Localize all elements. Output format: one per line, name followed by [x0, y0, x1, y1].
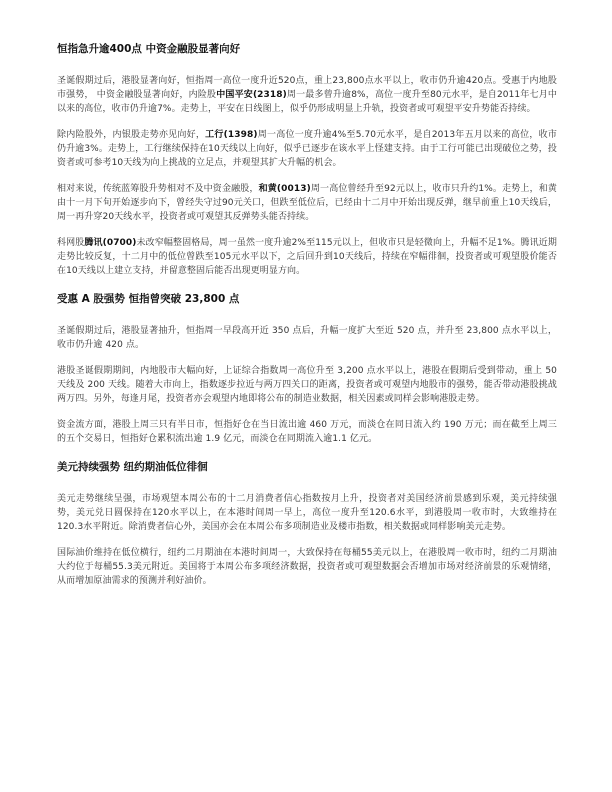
document-body: [57, 42, 557, 588]
stock-name: 工行(1398): [205, 130, 258, 140]
paragraph-text: 圣诞假期过后，港股显著向好，恒指周一高位一度升近520点，重上23,800点水平以上，收市仍升逾420点。受惠于内地股市强势， 中资金融股显著向好，内险股: [57, 76, 557, 100]
section-heading: 受惠 A 股强势 恒指曾突破 23,800 点: [57, 293, 240, 305]
paragraph-text: 国际油价维持在低位横行，纽约二月期油在本港时间周一，大致保持在每桶55美元以上，在港股周一收市时，纽约二月期油大约位于每桶55.3美元附近。美国将于本周公布多项经济数据，投资者或可观望数据会否增加市场对经济前景的乐观情绪，从而增加原油需求的预测并利好油价。: [57, 548, 557, 586]
paragraph-text: 周一高位一度升逾4%至5.70元水平，是自2013年五月以来的高位，收市仍升逾3%。走势上，工行继续保持在10天线以上向好，似乎已逐步在该水平上怪建支持。由于工行可能已出现破位之势，投资者或可参考10天线为向上挑战的立足点，并观望其扩大升幅的机会。: [57, 130, 558, 168]
paragraph-text: 港股圣诞假期期间，内地股市大幅向好，上证综合指数周一高位升至 3,200 点水平以上，港股在假期后受到带动，重上 50 天线及 200 天线。随着大市向上，指数逐步拉近与两万四关口的距离，投资者或可观望内地股市的强势，能否带动港股挑战两万四。另外，每逢月尾，投资者亦会观望内地即将公布的制造业数据，相关因素或同样会影响港股走势。: [57, 366, 557, 404]
paragraph-text: 周一最多曾升逾8%，高位一度升至80元水平，是自2011年七月中以来的高位，收市仍升逾7%。走势上，平安在日线图上，似乎仍形成明显上升轨，投资者或可观望平安升势能否持续。: [57, 90, 557, 114]
paragraph-text: 相对来说，传统蓝筹股升势相对不及中资金融股，: [57, 184, 259, 194]
section-heading: 美元持续强势 纽约期油低位徘徊: [57, 461, 208, 473]
paragraph-text: 资金流方面，港股上周三只有半日市，恒指好仓在当日流出逾 460 万元，而淡仓在同日流入约 190 万元；而在截至上周三的五个交易日，恒指好仓累积流出逾 1.9 亿元，而淡仓在同期流入逾1.1 亿元。: [57, 420, 557, 444]
stock-name: 腾讯(0700): [84, 238, 137, 248]
paragraph: [57, 236, 557, 278]
paragraph: [57, 546, 557, 588]
paragraph-text: 未改窄幅整固格局，周一虽然一度升逾2%至115元以上，但收市只是轻微向上，升幅不足1%。腾讯近期走势比较反复，十二月中的低位曾跌至105元水平以下，之后回升到10天线后，持续在窄幅徘徊，投资者或可观望股价能否在10天线以上建立支持，并留意整固后能否出现更明显方向。: [57, 238, 557, 276]
stock-name: 中国平安(2318): [216, 90, 287, 100]
paragraph: [57, 492, 557, 534]
paragraph: [57, 324, 557, 352]
paragraph: [57, 182, 557, 224]
stock-name: 和黄(0013): [258, 184, 311, 194]
paragraph-text: 美元走势继续呈强，市场观望本周公布的十二月消费者信心指数按月上升，投资者对美国经济前景感到乐观，美元持续强势，美元兑日圆保持在120水平以上，在本港时间周一早上，高位一度升至120.6水平，到港股周一收市时，大致维持在120.3水平附近。除消费者信心外，美国亦会在本周公布多项制造业及楼市指数，相关数据或同样影响美元走势。: [57, 494, 557, 532]
paragraph-text: 周一高位曾经升至92元以上，收市只升约1%。走势上，和黄由十一月下旬开始逐步向下，曾经失守过90元关口，但跌至低位后，已经由十二月中开始出现反弹，继早前重上10天线后，周一再升穿20天线水平，投资者或可观望其反弹势头能否持续。: [57, 184, 558, 222]
paragraph: [57, 364, 557, 406]
paragraph-text: 除内险股外，内银股走势亦见向好，: [57, 130, 206, 140]
paragraph-text: 圣诞假期过后，港股显著抽升，恒指周一早段高开近 350 点后，升幅一度扩大至近 520 点，并升至 23,800 点水平以上，收市仍升逾 420 点。: [57, 326, 557, 350]
paragraph: [57, 74, 557, 116]
paragraph-text: 科网股: [57, 238, 85, 248]
section-heading: 恒指急升逾400点 中资金融股显著向好: [57, 43, 241, 55]
paragraph: [57, 418, 557, 446]
paragraph: [57, 128, 557, 170]
